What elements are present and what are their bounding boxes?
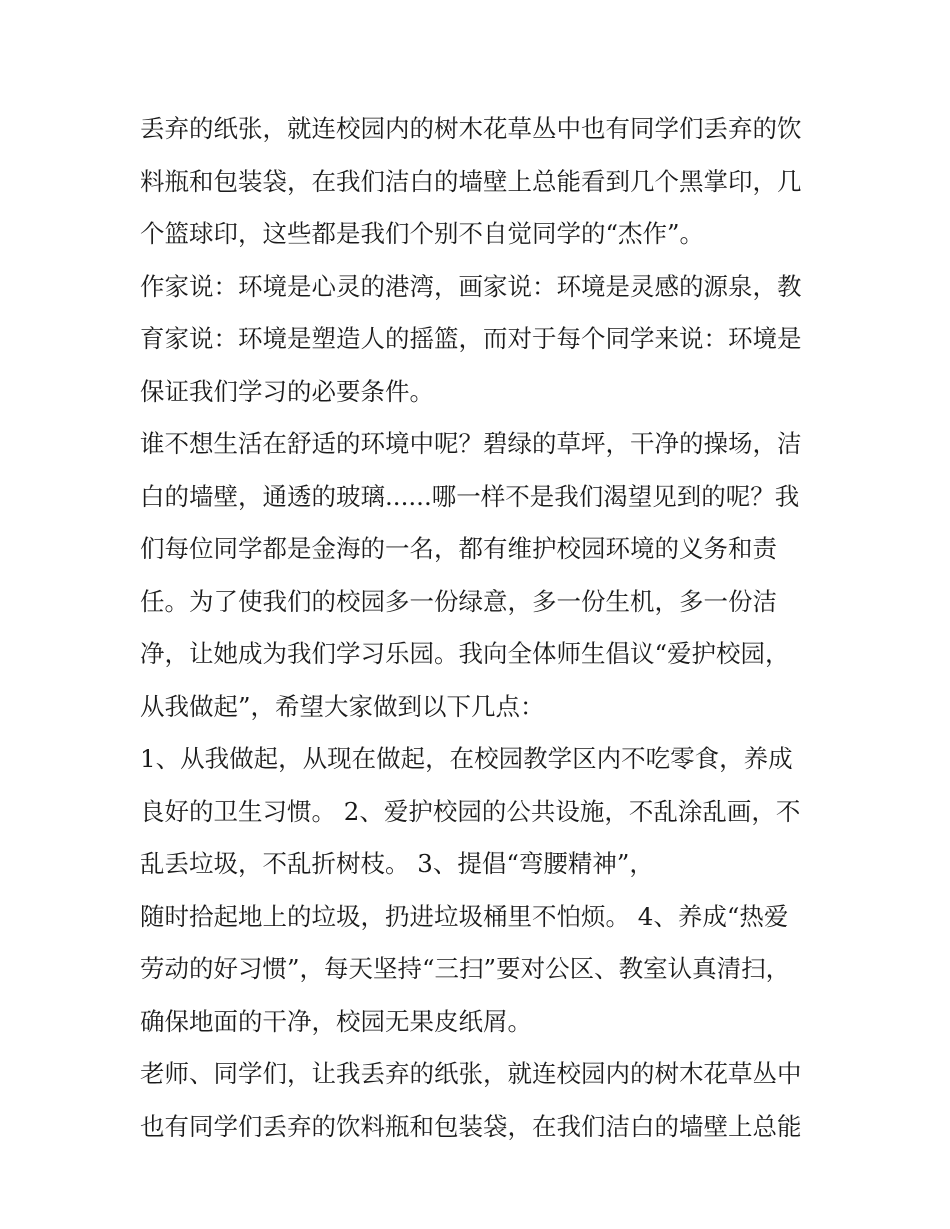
- paragraph-line: 良好的卫生习惯。 2、爱护校园的公共设施，不乱涂乱画，不: [140, 796, 801, 826]
- paragraph-1: [140, 103, 820, 261]
- paragraph-line: 老师、同学们，让我丢弃的纸张，就连校园内的树木花草丛中: [140, 1059, 802, 1088]
- paragraph-line: 净，让她成为我们学习乐园。我向全体师生倡议“爱护校园，: [140, 639, 790, 668]
- paragraph-line: 育家说：环境是塑造人的摇篮，而对于每个同学来说：环境是: [140, 324, 802, 353]
- document-body: [140, 103, 820, 1153]
- paragraph-4: [140, 733, 820, 1048]
- paragraph-line: 从我做起”，希望大家做到以下几点：: [140, 691, 545, 721]
- paragraph-line: 料瓶和包装袋，在我们洁白的墙壁上总能看到几个黑掌印，几: [140, 166, 802, 196]
- paragraph-line: 作家说：环境是心灵的港湾，画家说：环境是灵感的源泉，教: [140, 271, 802, 301]
- paragraph-line: 1、从我做起，从现在做起，在校园教学区内不吃零食，养成: [140, 744, 793, 773]
- paragraph-line: 丢弃的纸张，就连校园内的树木花草丛中也有同学们丢弃的饮: [140, 114, 802, 143]
- paragraph-line: 们每位同学都是金海的一名，都有维护校园环境的义务和责: [140, 534, 777, 563]
- paragraph-line: 保证我们学习的必要条件。: [140, 376, 434, 406]
- paragraph-3: [140, 418, 820, 733]
- paragraph-line: 谁不想生活在舒适的环境中呢？碧绿的草坪，干净的操场，洁: [140, 429, 802, 458]
- paragraph-line: 任。为了使我们的校园多一份绿意，多一份生机，多一份洁: [140, 586, 777, 616]
- paragraph-line: 白的墙壁，通透的玻璃......哪一样不是我们渴望见到的呢？我: [140, 481, 800, 511]
- paragraph-line: 随时拾起地上的垃圾，扔进垃圾桶里不怕烦。 4、养成“热爱: [140, 901, 789, 931]
- paragraph-2: [140, 261, 820, 419]
- paragraph-line: 确保地面的干净，校园无果皮纸屑。: [140, 1006, 532, 1036]
- paragraph-line: 也有同学们丢弃的饮料瓶和包装袋，在我们洁白的墙壁上总能: [140, 1111, 802, 1141]
- paragraph-line: 劳动的好习惯”，每天坚持“三扫”要对公区、教室认真清扫，: [140, 954, 791, 983]
- paragraph-5: [140, 1048, 820, 1153]
- paragraph-line: 乱丢垃圾，不乱折树枝。 3、提倡“弯腰精神”，: [140, 849, 654, 878]
- paragraph-line: 个篮球印，这些都是我们个别不自觉同学的“杰作”。: [140, 219, 705, 248]
